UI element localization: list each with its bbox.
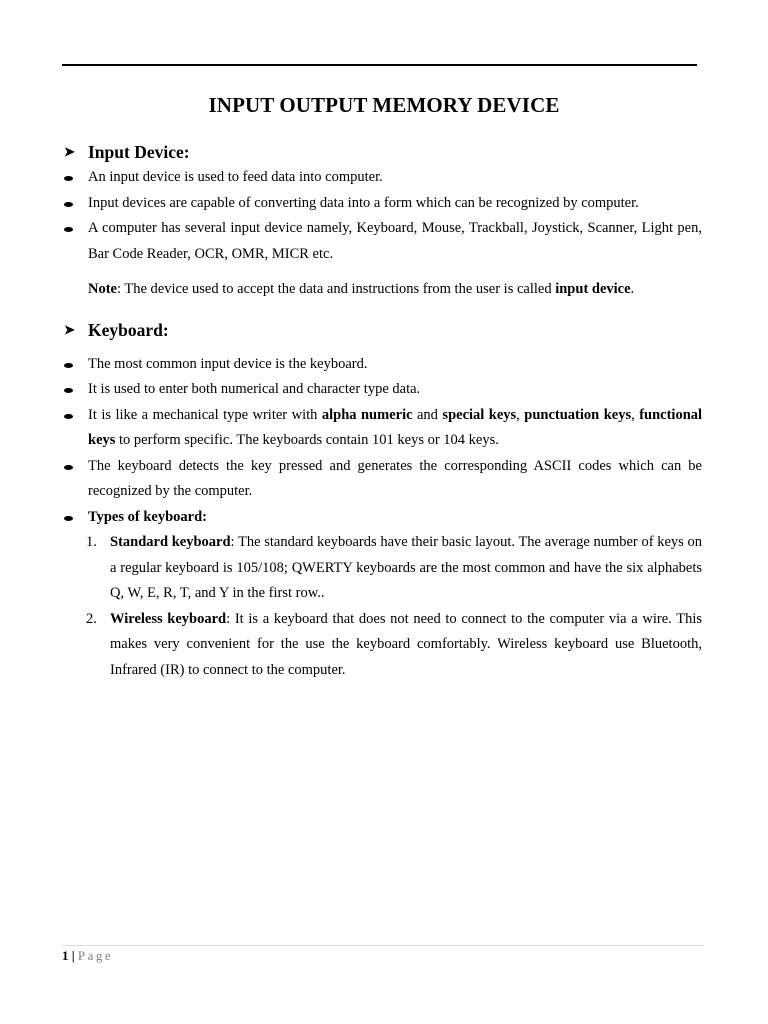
note-label: Note (88, 281, 117, 297)
input-device-list (62, 165, 702, 267)
ellipse-bullet-icon (64, 516, 73, 521)
list-item: The keyboard detects the key pressed and generates the corresponding ASCII codes which can be recognized by the computer. (62, 454, 702, 505)
list-item (62, 505, 702, 531)
footer-rule (62, 945, 704, 946)
keyboard-list (62, 352, 702, 531)
page-footer (62, 947, 113, 965)
ellipse-bullet-icon (64, 465, 73, 470)
ellipse-bullet-icon (64, 414, 73, 419)
input-device-note: Note: The device used to accept the data and instructions from the user is called input device. (88, 281, 635, 297)
ellipse-bullet-icon (64, 227, 73, 232)
document-body (62, 139, 702, 683)
list-item: It is used to enter both numerical and character type data. (62, 377, 702, 403)
ellipse-bullet-icon (64, 363, 73, 368)
note-term: input device (555, 281, 631, 297)
page-number: 1 (62, 948, 69, 963)
footer-separator: | (68, 948, 78, 963)
ellipse-bullet-icon (64, 388, 73, 393)
input-device-heading (62, 139, 702, 165)
keyboard-types-list (62, 530, 702, 683)
ellipse-bullet-icon (64, 176, 73, 181)
list-item: It is like a mechanical type writer with alpha numeric and special keys, punctuation keys, functional keys to perform specific. The keyboards contain 101 keys or 104 keys. (62, 403, 702, 454)
list-item: 1. Standard keyboard: The standard keyboards have their basic layout. The average number of keys on a regular keyboard is 105/108; QWERTY keyboards are the most common and have the six alphabets Q, W, E, R, T, and Y in the first row.. (86, 534, 702, 601)
input-device-heading-text: Input Device: (88, 142, 190, 162)
keyboard-heading (62, 317, 702, 343)
keyboard-types-heading: Types of keyboard: (88, 508, 207, 525)
list-item: A computer has several input device namely, Keyboard, Mouse, Trackball, Joystick, Scanner, Light pen, Bar Code Reader, OCR, OMR, MICR etc. (62, 216, 702, 267)
header-rule (62, 64, 697, 66)
arrow-bullet-icon: ➤ (64, 144, 75, 159)
list-item: The most common input device is the keyboard. (62, 352, 702, 378)
list-item: 2. Wireless keyboard: It is a keyboard that does not need to connect to the computer via a wire. This makes very convenient for the use the keyboard comfortably. Wireless keyboard use Bluetooth, Infrared (IR) to connect to the computer. (86, 610, 702, 678)
keyboard-heading-text: Keyboard: (88, 319, 169, 340)
list-item: Input devices are capable of converting data into a form which can be recognized by computer. (62, 191, 702, 217)
ellipse-bullet-icon (64, 202, 73, 207)
page-title: INPUT OUTPUT MEMORY DEVICE (208, 93, 560, 117)
arrow-bullet-icon: ➤ (64, 321, 75, 337)
list-item: An input device is used to feed data into computer. (62, 165, 702, 191)
page-label: Page (77, 948, 114, 963)
